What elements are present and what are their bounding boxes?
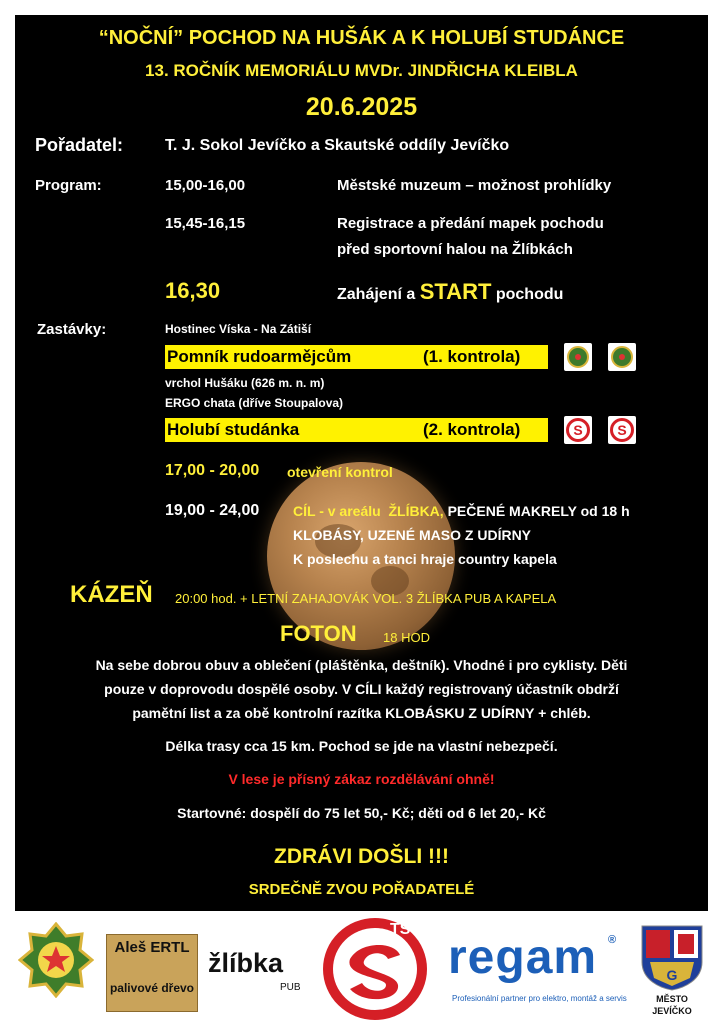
finish-line-2: KLOBÁSY, UZENÉ MASO Z UDÍRNY: [293, 527, 532, 543]
finish-cil: CÍL: [293, 503, 316, 519]
stop-3: ERGO chata (dříve Stoupalova): [165, 396, 344, 410]
info-line-2: pouze v doprovodu dospělé osoby. V CÍLI každý registrovaný účastník obdrží: [104, 681, 619, 697]
foton-text: 18 HOD: [383, 630, 430, 645]
start-pre: Zahájení a: [337, 286, 416, 303]
stop-2: vrchol Hušáku (626 m. n. m): [165, 376, 325, 390]
kazen-text: 20:00 hod. + LETNÍ ZAHAJOVÁK VOL. 3 ŽLÍBKA PUB A KAPELA: [175, 591, 557, 606]
checkpoint-1-highlight: [165, 345, 548, 369]
regam-tagline: Profesionální partner pro elektro, montáž a servis: [452, 994, 627, 1003]
scout-emblem-logo: [18, 922, 94, 998]
finish-time: 19,00 - 24,00: [165, 502, 260, 519]
start-time: 16,30: [165, 278, 221, 303]
open-time: 17,00 - 20,00: [165, 462, 260, 479]
jevicko-coat-of-arms-icon: [634, 922, 710, 992]
program-label: Program:: [35, 177, 102, 194]
finish-mid: - v areálu: [319, 503, 381, 519]
start-post: pochodu: [495, 286, 564, 303]
regam-logo: [448, 930, 626, 1014]
program-text-2a: Registrace a předání mapek pochodu: [337, 215, 604, 232]
event-poster: [15, 15, 708, 911]
sokol-stamp-icon: S: [564, 416, 592, 444]
organizer-value: T. J. Sokol Jevíčko a Skautské oddíly Jevíčko: [165, 137, 510, 154]
info-line-3: pamětní list a za obě kontrolní razítka KLOBÁSKU Z UDÍRNY + chléb.: [132, 705, 591, 721]
title-line-2: 13. ROČNÍK MEMORIÁLU MVDr. JINDŘICHA KLEIBLA: [145, 61, 578, 80]
event-date: 20.6.2025: [305, 93, 418, 121]
finish-line-3: K poslechu a tanci hraje country kapela: [293, 551, 557, 567]
fire-ban: V lese je přísný zákaz rozdělávání ohně!: [228, 771, 495, 787]
program-time-1: 15,00-16,00: [165, 177, 246, 194]
regam-name: regam: [448, 931, 598, 984]
program-text-2b: před sportovní halou na Žlíbkách: [337, 241, 573, 258]
greeting: ZDRÁVI DOŠLI !!!: [274, 845, 449, 868]
scout-stamp-icon: [608, 343, 636, 371]
finish-place: ŽLÍBKA,: [388, 503, 444, 519]
finish-line-1: [293, 503, 630, 519]
checkpoint-2-highlight: [165, 418, 548, 442]
start-line: [337, 279, 563, 305]
kazen-title: KÁZEŇ: [70, 581, 153, 608]
regam-registered-mark: ®: [608, 934, 617, 946]
checkpoint-2-tag: (2. kontrola): [423, 420, 521, 439]
program-time-2: 15,45-16,15: [165, 215, 246, 232]
ertl-sub: palivové dřevo: [109, 981, 195, 995]
entry-fee: Startovné: dospělí do 75 let 50,- Kč; děti od 6 let 20,- Kč: [177, 805, 546, 821]
route-info: Délka trasy cca 15 km. Pochod se jde na vlastní nebezpečí.: [165, 738, 558, 754]
zlibka-sub: PUB: [280, 982, 301, 993]
finish-rest: PEČENÉ MAKRELY od 18 h: [447, 503, 630, 519]
mesto-line-1: MĚSTO: [656, 994, 688, 1004]
program-text-1: Městské muzeum – možnost prohlídky: [337, 177, 612, 194]
checkpoint-1-tag: (1. kontrola): [423, 347, 521, 366]
ertl-name: Aleš ERTL: [114, 939, 190, 956]
open-text: otevření kontrol: [287, 464, 393, 480]
invitation: SRDEČNĚ ZVOU POŘADATELÉ: [248, 881, 475, 898]
sokol-stamp-icon: S: [608, 416, 636, 444]
mesto-line-2: JEVÍČKO: [652, 1006, 692, 1016]
sokol-logo: [320, 915, 430, 1023]
stops-label: Zastávky:: [37, 321, 107, 338]
svg-text:G: G: [666, 967, 678, 983]
zlibka-logo: [206, 946, 316, 1002]
ertl-logo: [106, 934, 198, 1012]
info-line-1: Na sebe dobrou obuv a oblečení (pláštěnka, deštník). Vhodné i pro cyklisty. Děti: [95, 657, 628, 673]
title-line-1: “NOČNÍ” POCHOD NA HUŠÁK A K HOLUBÍ STUDÁNCE: [98, 27, 625, 49]
zlibka-name: žlíbka: [208, 948, 284, 978]
sokol-letters: TS: [390, 921, 411, 938]
mesto-jevicko-logo: [634, 922, 710, 1022]
scout-stamp-icon: [564, 343, 592, 371]
checkpoint-2-name: Holubí studánka: [167, 420, 300, 439]
checkpoint-1-name: Pomník rudoarmějcům: [167, 347, 352, 366]
organizer-label: Pořadatel:: [35, 135, 124, 155]
foton-title: FOTON: [280, 621, 357, 646]
start-word: START: [419, 279, 492, 304]
stop-1: Hostinec Víska - Na Zátiší: [165, 322, 312, 336]
